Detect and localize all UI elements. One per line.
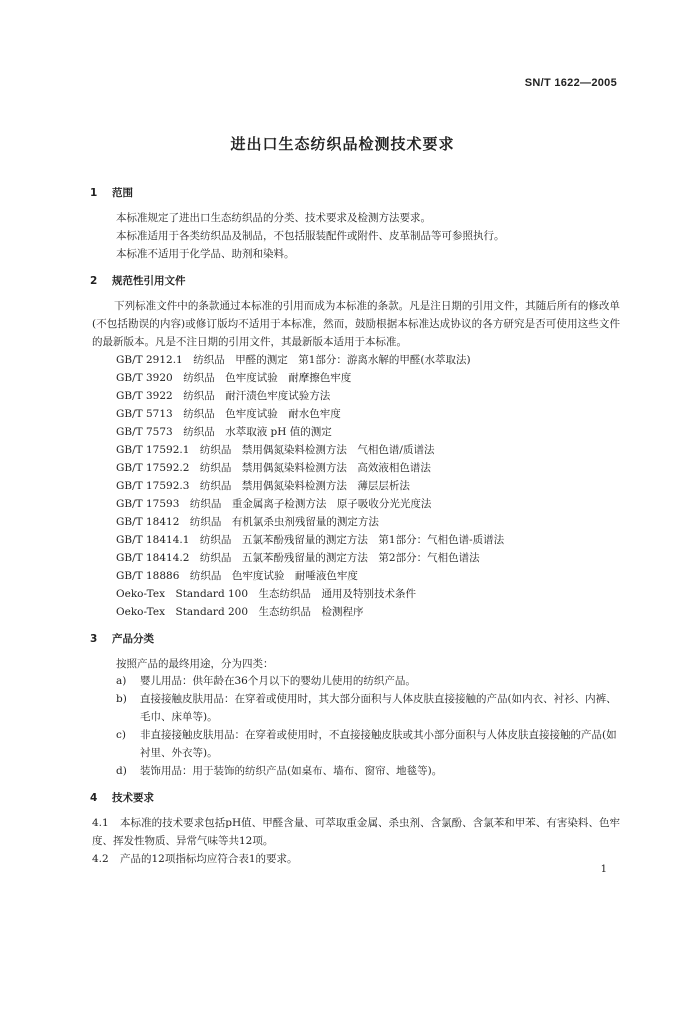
references-intro-text: 下列标准文件中的条款通过本标准的引用而成为本标准的条款。凡是注日期的引用文件，其随后所有的修改单(不包括勘误的内容)或修订版均不适用于本标准，然而，鼓励根据本标准达成协议的各方研究是否可使用这些文件的最新版本。凡是不注日期的引用文件，其最新版本适用于本标准。 (92, 300, 620, 348)
reference-item: GB/T 17592.3 纺织品 禁用偶氮染料检测方法 薄层层析法 (116, 480, 410, 492)
section-number: 4 (90, 792, 98, 804)
item-marker: b) (116, 693, 127, 705)
classification-intro: 按照产品的最终用途，分为四类： (116, 658, 274, 670)
item-marker: c) (116, 729, 126, 741)
reference-item: GB/T 18414.2 纺织品 五氯苯酚残留量的测定方法 第2部分：气相色谱法 (116, 552, 480, 564)
section-title: 范围 (112, 187, 133, 199)
item-text: 装饰用品：用于装饰的纺织产品(如桌布、墙布、窗帘、地毯等)。 (140, 765, 443, 777)
item-text: 婴儿用品：供年龄在36个月以下的婴幼儿使用的纺织产品。 (140, 675, 416, 687)
reference-item: GB/T 17592.1 纺织品 禁用偶氮染料检测方法 气相色谱/质谱法 (116, 444, 435, 456)
section-title: 产品分类 (112, 633, 154, 645)
section-title: 技术要求 (112, 792, 154, 804)
clause-text: 产品的12项指标均应符合表1的要求。 (120, 853, 298, 865)
document-title: 进出口生态纺织品检测技术要求 (230, 135, 455, 153)
reference-item: GB/T 17592.2 纺织品 禁用偶氮染料检测方法 高效液相色谱法 (116, 462, 431, 474)
section-title: 规范性引用文件 (112, 275, 186, 287)
reference-item: GB/T 5713 纺织品 色牢度试验 耐水色牢度 (116, 408, 341, 420)
reference-item: GB/T 18414.1 纺织品 五氯苯酚残留量的测定方法 第1部分：气相色谱-质谱法 (116, 534, 505, 546)
scope-line: 本标准适用于各类纺织品及制品，不包括服装配件或附件、皮革制品等可参照执行。 (116, 230, 505, 242)
reference-item: Oeko-Tex Standard 200 生态纺织品 检测程序 (116, 606, 364, 618)
section-2-heading (90, 273, 186, 288)
section-4-heading (90, 790, 154, 805)
section-number: 2 (90, 275, 98, 287)
section-number: 1 (90, 187, 98, 199)
clause-number: 4.2 (92, 853, 109, 865)
classification-item (116, 762, 620, 780)
references-intro (92, 297, 620, 351)
standard-code: SN/T 1622—2005 (524, 77, 617, 89)
reference-item: Oeko-Tex Standard 100 生态纺织品 通用及特别技术条件 (116, 588, 417, 600)
reference-item: GB/T 3920 纺织品 色牢度试验 耐摩擦色牢度 (116, 372, 352, 384)
reference-item: GB/T 17593 纺织品 重金属离子检测方法 原子吸收分光光度法 (116, 498, 432, 510)
reference-item: GB/T 18886 纺织品 色牢度试验 耐唾液色牢度 (116, 570, 358, 582)
scope-line: 本标准不适用于化学品、助剂和染料。 (116, 248, 295, 260)
classification-item (116, 690, 620, 726)
reference-item: GB/T 3922 纺织品 耐汗渍色牢度试验方法 (116, 390, 331, 402)
reference-item: GB/T 18412 纺织品 有机氯杀虫剂残留量的测定方法 (116, 516, 379, 528)
classification-item (116, 672, 620, 690)
item-marker: a) (116, 675, 127, 687)
classification-item (116, 726, 620, 762)
clause-number: 4.1 (92, 817, 109, 829)
clause-4-1 (92, 814, 620, 850)
section-number: 3 (90, 633, 98, 645)
item-text: 非直接接触皮肤用品：在穿着或使用时，不直接接触皮肤或其小部分面积与人体皮肤直接接触的产品(如衬里、外衣等)。 (140, 729, 617, 759)
reference-item: GB/T 2912.1 纺织品 甲醛的测定 第1部分：游离水解的甲醛(水萃取法) (116, 354, 471, 366)
item-marker: d) (116, 765, 127, 777)
scope-line: 本标准规定了进出口生态纺织品的分类、技术要求及检测方法要求。 (116, 212, 431, 224)
section-1-heading (90, 185, 133, 200)
section-3-heading (90, 631, 154, 646)
item-text: 直接接触皮肤用品：在穿着或使用时，其大部分面积与人体皮肤直接接触的产品(如内衣、衬衫、内裤、毛巾、床单等)。 (140, 693, 617, 723)
clause-text: 本标准的技术要求包括pH值、甲醛含量、可萃取重金属、杀虫剂、含氯酚、含氯苯和甲苯、有害染料、色牢度、挥发性物质、异常气味等共12项。 (92, 817, 620, 847)
reference-item: GB/T 7573 纺织品 水萃取液 pH 值的测定 (116, 426, 332, 438)
page-number: 1 (600, 864, 607, 875)
clause-4-2 (92, 850, 620, 868)
